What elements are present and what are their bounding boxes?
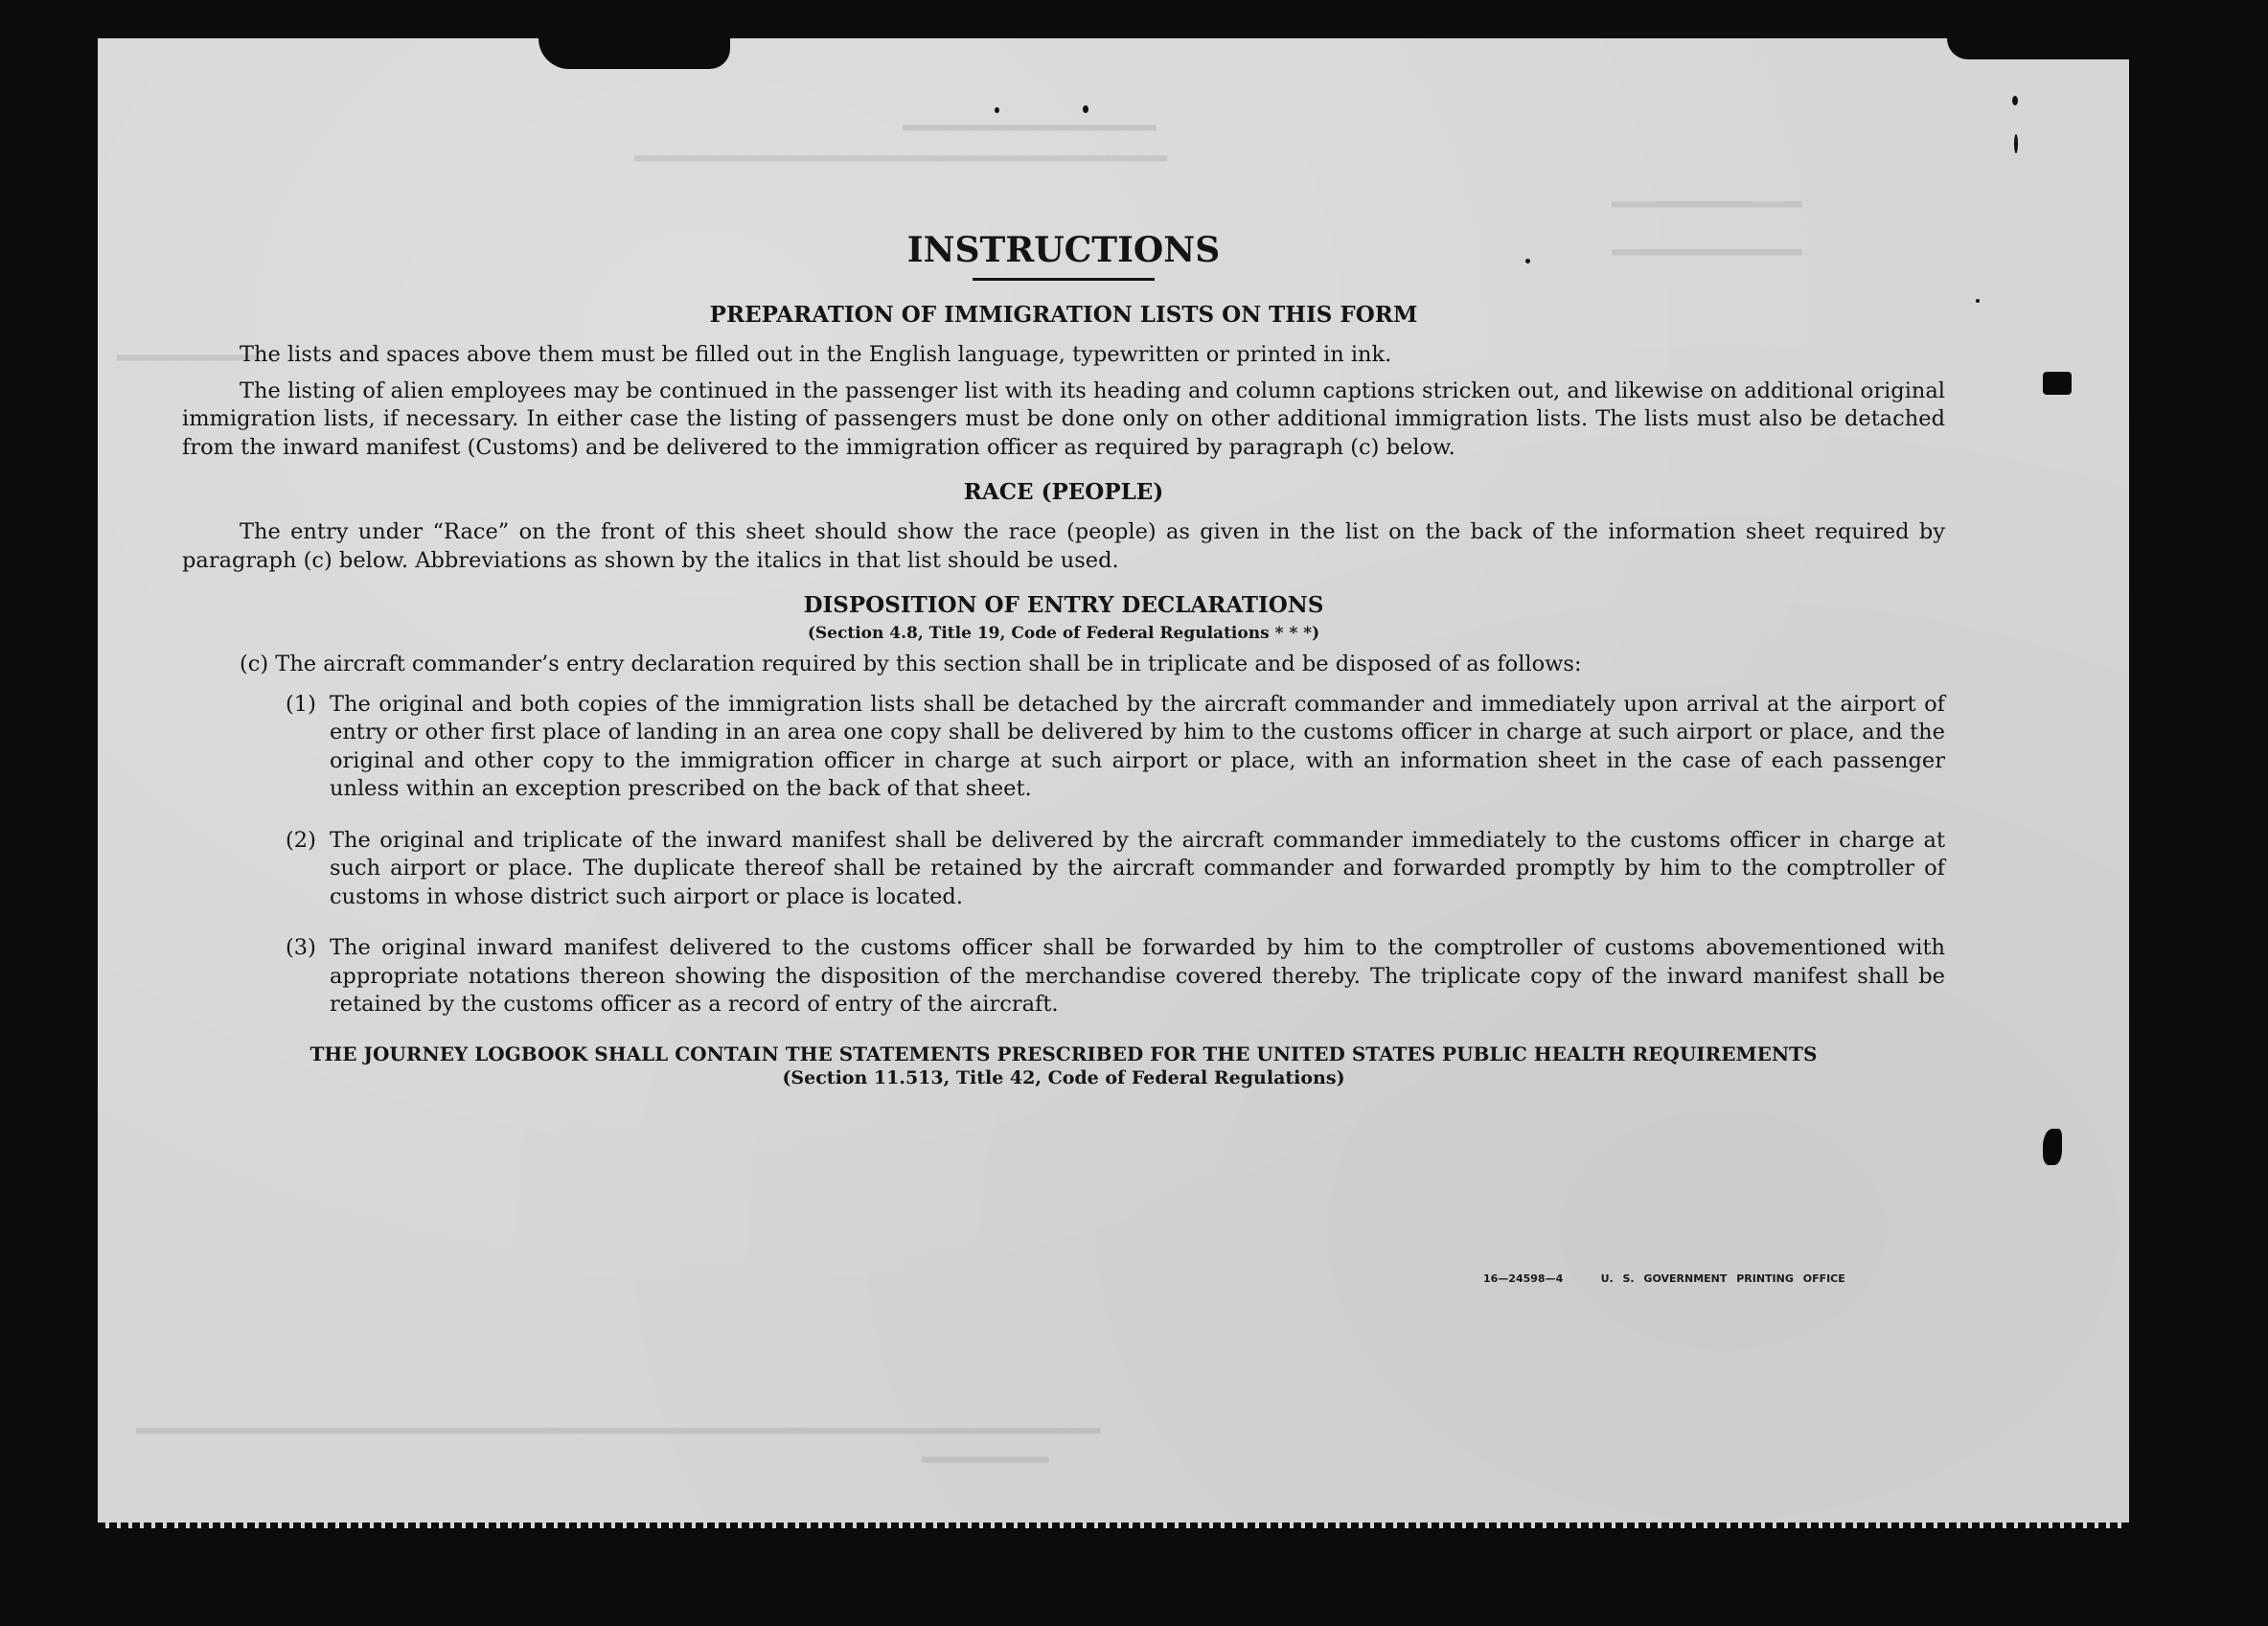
ink-blot (2043, 372, 2072, 395)
instructions-document (182, 230, 1945, 1088)
ink-blot (2043, 1129, 2062, 1165)
item-number: (1) (286, 691, 316, 717)
paper-bottom-edge (98, 1523, 2129, 1528)
section-heading: PREPARATION OF IMMIGRATION LISTS ON THIS FORM (709, 302, 1418, 328)
footer-citation: (Section 11.513, Title 42, Code of Federal Regulations) (782, 1066, 1345, 1088)
show-through-text: ▬▬▬▬▬▬▬▬▬▬▬▬▬▬▬▬▬▬▬▬▬▬▬▬▬▬▬▬▬▬▬▬▬▬▬▬▬▬▬▬▬▬▬▬▬▬▬▬▬▬▬▬▬▬▬▬▬▬▬▬▬▬▬▬▬▬▬▬▬▬▬▬▬▬▬▬ (136, 1418, 1101, 1442)
footer-heading: THE JOURNEY LOGBOOK SHALL CONTAIN THE STATEMENTS PRESCRIBED FOR THE UNITED STATES PUBLIC HEALTH REQUIREMENTS (309, 1042, 1818, 1065)
disposition-section (182, 592, 1945, 1019)
show-through-text: ▬▬▬▬▬▬▬▬▬▬▬▬▬▬▬▬▬▬▬▬▬▬▬▬▬▬▬▬▬▬▬▬▬▬▬▬▬▬▬▬▬▬ (634, 146, 1168, 170)
speck (995, 107, 999, 113)
show-through-text: ▬▬▬▬▬▬▬▬▬▬▬▬▬▬▬ (1612, 192, 1802, 216)
title-underline (973, 278, 1155, 281)
speck (1083, 105, 1088, 113)
list-item (182, 934, 1945, 1019)
item-text: The original inward manifest delivered to the customs officer shall be forwarded by him to the comptroller of customs abovementioned with appropriate notations thereon showing the disposition of the merchandise covered thereby. The triplicate copy of the inward manifest shall be retained by the customs officer as a record of entry of the aircraft. (330, 935, 1945, 1017)
paragraph: The lists and spaces above them must be filled out in the English language, typewritten or printed in ink. (240, 342, 1392, 367)
printer-name: U. S. GOVERNMENT PRINTING OFFICE (1600, 1272, 1845, 1285)
paragraph: The entry under “Race” on the front of this sheet should show the race (people) as given in the list on the back of the information sheet required by paragraph (c) below. Abbreviations as shown by the italics in that list should be used. (182, 519, 1945, 573)
speck (2014, 134, 2018, 153)
race-section (182, 479, 1945, 575)
torn-edge (1947, 38, 2129, 59)
form-number: 16—24598—4 (1483, 1272, 1564, 1285)
regulation-citation: (Section 4.8, Title 19, Code of Federal Regulations * * *) (807, 624, 1320, 643)
show-through-text: ▬▬▬▬▬▬▬▬▬▬▬ (117, 345, 257, 369)
speck (2012, 96, 2018, 105)
item-text: The original and triplicate of the inward manifest shall be delivered by the aircraft commander immediately to the customs officer in charge at such airport or place. The duplicate thereof shall be retained by the aircraft commander and forwarded promptly by him to the comptroller of customs in whose district such airport or place is located. (330, 827, 1945, 909)
item-number: (3) (286, 935, 316, 960)
page-title: INSTRUCTIONS (906, 230, 1221, 270)
list-item (182, 691, 1945, 804)
item-number: (2) (286, 827, 316, 853)
preparation-section (182, 302, 1945, 462)
printer-imprint (1483, 1272, 1845, 1285)
paragraph: The listing of alien employees may be continued in the passenger list with its heading and column captions stricken out, and likewise on additional original immigration lists, if necessary. In either case the listing of passengers must be done only on other additional immigration lists. The lists must also be detached from the inward manifest (Customs) and be delivered to the immigration officer as required by paragraph (c) below. (182, 378, 1945, 460)
paragraph-lead: (c) The aircraft commander’s entry declaration required by this section shall be in triplicate and be disposed of as follows: (240, 652, 1582, 676)
show-through-text: ▬▬▬▬▬▬▬▬▬▬▬▬▬▬▬ (1612, 240, 1802, 263)
torn-edge (538, 38, 730, 69)
show-through-text: ▬▬▬▬▬▬▬▬▬▬▬▬▬▬▬▬▬▬▬▬ (903, 115, 1157, 139)
section-heading: RACE (PEOPLE) (963, 479, 1164, 505)
section-heading: DISPOSITION OF ENTRY DECLARATIONS (803, 592, 1324, 618)
speck (1976, 299, 1980, 303)
list-item (182, 827, 1945, 912)
show-through-text: ▬▬▬▬▬▬▬▬▬▬ (922, 1447, 1049, 1471)
item-text: The original and both copies of the immigration lists shall be detached by the aircraft commander and immediately upon arrival at the airport of entry or other first place of landing in an area one copy shall be delivered by him to the customs officer in charge at such airport or place, and the original and other copy to the immigration officer in charge at such airport or place, with an information sheet in the case of each passenger unless within an exception prescribed on the back of that sheet. (330, 691, 1945, 801)
